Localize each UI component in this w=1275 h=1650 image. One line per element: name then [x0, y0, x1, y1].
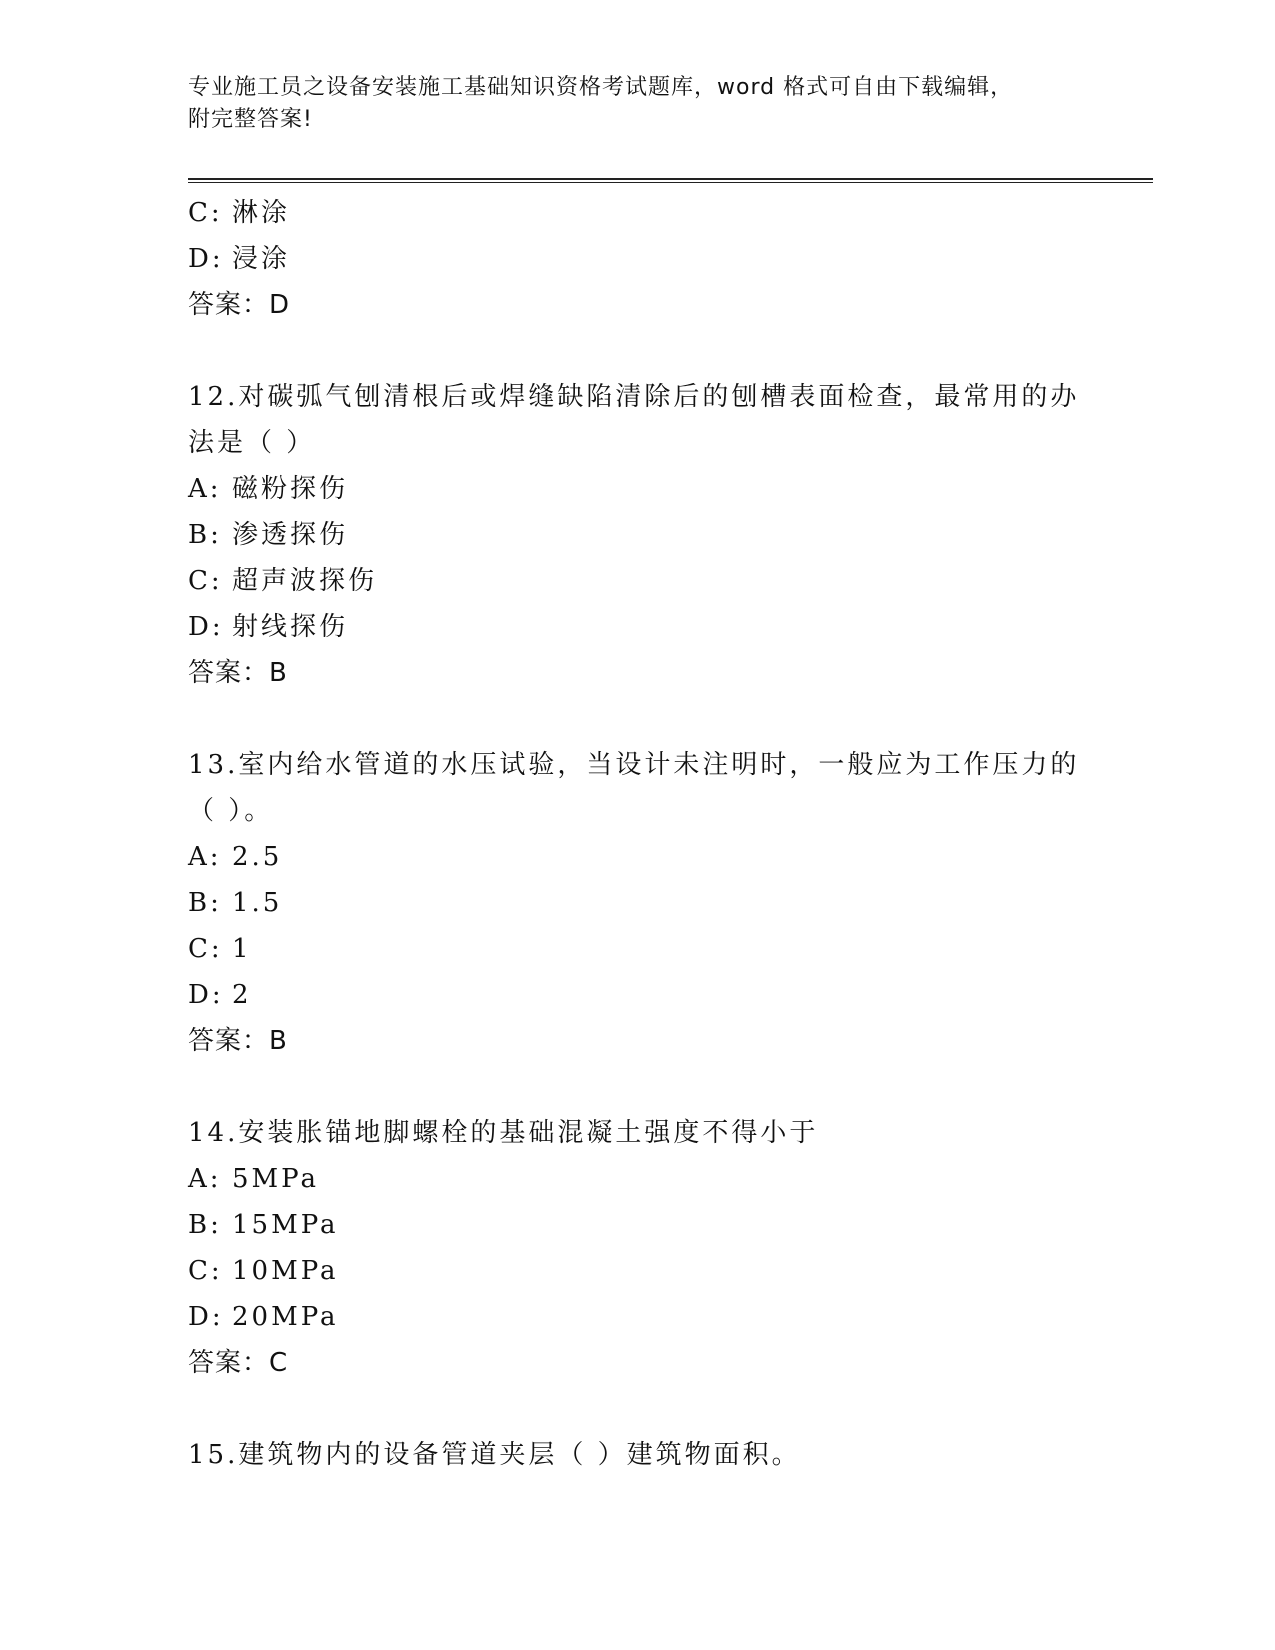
option-label: C:	[188, 1256, 223, 1286]
option-text: 5MPa	[232, 1164, 319, 1194]
option-d	[188, 604, 1108, 650]
option-text: 20MPa	[232, 1302, 339, 1332]
question-text-line: 法是（ ）	[188, 428, 316, 458]
option-label: D:	[188, 1302, 224, 1332]
option-b	[188, 880, 1108, 926]
question-14	[188, 1110, 1108, 1386]
question-13	[188, 742, 1108, 1064]
answer-line: 答案：B	[188, 658, 288, 688]
option-a	[188, 1156, 1108, 1202]
option-text: 1	[232, 934, 252, 964]
header-line-1: 专业施工员之设备安装施工基础知识资格考试题库，word 格式可自由下载编辑，	[188, 75, 1014, 100]
spacer	[188, 696, 1108, 742]
option-label: A:	[188, 1164, 222, 1194]
option-label: B:	[188, 520, 222, 550]
question-12	[188, 374, 1108, 696]
document-header	[188, 72, 1088, 136]
option-label: B:	[188, 888, 222, 918]
option-label: C:	[188, 566, 223, 596]
spacer	[188, 1064, 1108, 1110]
option-a	[188, 466, 1108, 512]
option-b	[188, 512, 1108, 558]
option-label: A:	[188, 474, 222, 504]
header-line-2: 附完整答案!	[188, 107, 313, 132]
question-text-line: 15.建筑物内的设备管道夹层（ ）建筑物面积。	[188, 1440, 801, 1470]
answer-line: 答案：C	[188, 1348, 289, 1378]
option-text: 2.5	[232, 842, 283, 872]
question-content	[188, 190, 1108, 1478]
option-text: 淋涂	[232, 198, 291, 228]
option-d	[188, 972, 1108, 1018]
question-15	[188, 1432, 1108, 1478]
option-text: 射线探伤	[232, 612, 349, 642]
option-label: C:	[188, 934, 223, 964]
option-c	[188, 926, 1108, 972]
option-text: 1.5	[232, 888, 283, 918]
spacer	[188, 328, 1108, 374]
option-c	[188, 1248, 1108, 1294]
header-divider	[188, 178, 1153, 183]
option-text: 浸涂	[232, 244, 291, 274]
answer-line: 答案：D	[188, 290, 291, 320]
option-label: D:	[188, 612, 224, 642]
option-label: C:	[188, 198, 223, 228]
option-text: 渗透探伤	[232, 520, 349, 550]
option-d	[188, 1294, 1108, 1340]
option-text: 磁粉探伤	[232, 474, 349, 504]
option-label: A:	[188, 842, 222, 872]
option-c	[188, 190, 1108, 236]
question-text-line: 12.对碳弧气刨清根后或焊缝缺陷清除后的刨槽表面检查，最常用的办	[188, 382, 1080, 412]
option-label: D:	[188, 244, 224, 274]
option-text: 2	[232, 980, 252, 1010]
option-text: 超声波探伤	[232, 566, 378, 596]
option-c	[188, 558, 1108, 604]
question-text-line: 14.安装胀锚地脚螺栓的基础混凝土强度不得小于	[188, 1118, 819, 1148]
option-label: D:	[188, 980, 224, 1010]
answer-line: 答案：B	[188, 1026, 288, 1056]
option-text: 10MPa	[232, 1256, 339, 1286]
option-d	[188, 236, 1108, 282]
option-text: 15MPa	[232, 1210, 339, 1240]
question-11	[188, 190, 1108, 328]
spacer	[188, 1386, 1108, 1432]
option-a	[188, 834, 1108, 880]
question-text-line: 13.室内给水管道的水压试验，当设计未注明时，一般应为工作压力的	[188, 750, 1080, 780]
option-label: B:	[188, 1210, 222, 1240]
question-text-line: （ ）。	[188, 796, 274, 826]
option-b	[188, 1202, 1108, 1248]
